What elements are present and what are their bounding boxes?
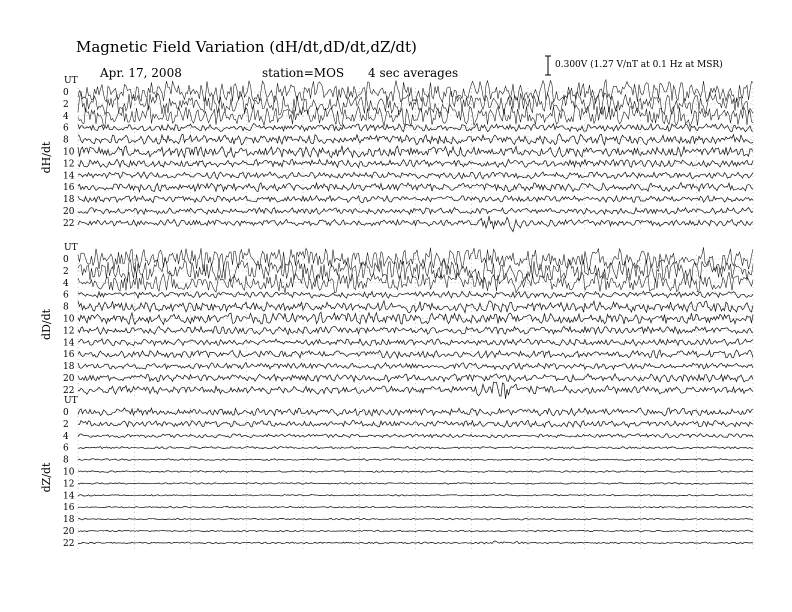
y-axis-label: dZ/dt (40, 462, 53, 493)
ut-axis-label: UT (64, 396, 78, 406)
row-label-ut-12: 12 (63, 326, 75, 337)
panel-dH-dt (40, 76, 753, 232)
averaging-label: 4 sec averages (368, 66, 459, 80)
trace-ut-0 (78, 80, 753, 104)
row-label-ut-20: 20 (63, 374, 75, 384)
trace-ut-8 (78, 134, 753, 145)
row-label-ut-18: 18 (63, 515, 75, 526)
row-label-ut-12: 12 (63, 159, 75, 170)
row-label-ut-2: 2 (63, 419, 69, 430)
row-label-ut-10: 10 (63, 147, 75, 158)
row-label-ut-6: 6 (63, 443, 69, 454)
row-label-ut-22: 22 (63, 385, 75, 396)
row-label-ut-16: 16 (63, 503, 75, 514)
date-label: Apr. 17, 2008 (100, 66, 182, 80)
y-axis-label: dD/dt (40, 308, 53, 340)
page-title: Magnetic Field Variation (dH/dt,dD/dt,dZ/dt) (76, 38, 417, 56)
row-label-ut-22: 22 (63, 538, 75, 549)
trace-ut-22 (78, 541, 753, 544)
row-label-ut-0: 0 (63, 88, 69, 98)
trace-ut-22 (78, 216, 753, 232)
row-label-ut-10: 10 (63, 467, 75, 478)
panel-dZ-dt (40, 396, 753, 549)
row-label-ut-2: 2 (63, 99, 69, 110)
ut-axis-label: UT (64, 243, 78, 253)
row-label-ut-20: 20 (63, 527, 75, 537)
row-label-ut-12: 12 (63, 479, 75, 490)
row-label-ut-16: 16 (63, 350, 75, 361)
row-label-ut-14: 14 (63, 171, 75, 182)
row-label-ut-20: 20 (63, 207, 75, 217)
y-axis-label: dH/dt (40, 141, 53, 174)
row-label-ut-4: 4 (63, 111, 69, 122)
row-label-ut-22: 22 (63, 218, 75, 229)
trace-ut-22 (78, 382, 753, 399)
row-label-ut-16: 16 (63, 183, 75, 194)
row-label-ut-6: 6 (63, 123, 69, 134)
row-label-ut-0: 0 (63, 408, 69, 418)
row-label-ut-14: 14 (63, 491, 75, 502)
ut-axis-label: UT (64, 76, 78, 86)
trace-ut-2 (78, 92, 753, 115)
row-label-ut-6: 6 (63, 290, 69, 301)
row-label-ut-8: 8 (63, 135, 69, 146)
trace-ut-18 (78, 518, 753, 520)
row-label-ut-18: 18 (63, 195, 75, 206)
row-label-ut-4: 4 (63, 431, 69, 442)
row-label-ut-2: 2 (63, 266, 69, 277)
row-label-ut-8: 8 (63, 455, 69, 466)
trace-ut-2 (78, 259, 753, 282)
scale-label: 0.300V (1.27 V/nT at 0.1 Hz at MSR) (555, 60, 723, 70)
row-label-ut-14: 14 (63, 338, 75, 349)
row-label-ut-10: 10 (63, 314, 75, 325)
row-label-ut-8: 8 (63, 302, 69, 313)
row-label-ut-18: 18 (63, 362, 75, 373)
panel-dD-dt (40, 243, 753, 399)
station-label: station=MOS (262, 66, 345, 80)
trace-ut-10 (78, 146, 753, 158)
row-label-ut-0: 0 (63, 255, 69, 265)
row-label-ut-4: 4 (63, 278, 69, 289)
